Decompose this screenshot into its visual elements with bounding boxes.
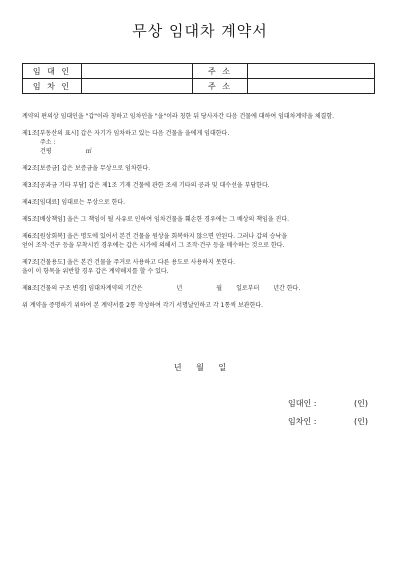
- lessee-name-field[interactable]: [82, 79, 193, 94]
- article-8-month: 월: [216, 285, 223, 292]
- article-7-line-1: 제7조[건물용도] 을은 본건 건물을 주거로 사용하고 다른 용도로 사용하지 못한다.: [22, 259, 236, 266]
- parties-table: [22, 63, 375, 94]
- article-4: 제4조[임대료] 임대료는 무상으로 한다.: [22, 199, 126, 206]
- article-7-line-2: 을이 이 항목을 위반할 경우 갑은 계약해지를 할 수 있다.: [22, 268, 169, 275]
- lessor-seal: (인): [354, 399, 368, 408]
- intro-paragraph: 계약의 편의상 임대인을 "갑"이라 칭하고 임차인을 "을"이라 칭한 뒤 당사자간 다음 건물에 대하여 임대차계약을 체결함.: [22, 113, 335, 120]
- article-8-end: 년간 한다.: [273, 285, 301, 292]
- article-1-address-label: 주소 :: [40, 139, 56, 146]
- lessor-label: 임 대 인: [23, 64, 82, 79]
- document-title: 무상 임대차 계약서: [132, 22, 268, 40]
- article-1: [22, 129, 376, 156]
- article-8-prefix: 제8조[건물의 구조 변경] 임대차계약의 기간은: [22, 285, 143, 292]
- article-8-suffix: 일로부터: [236, 285, 260, 292]
- lessee-row: [23, 79, 375, 94]
- date-month: 월: [196, 363, 204, 372]
- article-2: 제2조[보증금] 갑은 보증금을 무상으로 임차한다.: [22, 165, 151, 172]
- contract-body: [22, 112, 376, 318]
- lessor-address-field[interactable]: [248, 64, 375, 79]
- lessee-address-field[interactable]: [248, 79, 375, 94]
- lessee-signature: [288, 416, 378, 427]
- article-8-year: 년: [176, 285, 183, 292]
- lessor-address-label: 주 소: [193, 64, 248, 79]
- lessee-address-label: 주 소: [193, 79, 248, 94]
- date-year: 년: [173, 363, 182, 372]
- lessor-row: [23, 64, 375, 79]
- article-6-line-1: 제6조[원상회복] 을은 명도에 있어서 본건 건물을 원상을 회복하지 않으면 안된다. 그러나 갑의 승낙을: [22, 233, 288, 240]
- article-1-area: [22, 147, 376, 156]
- article-1-text: 제1조[부동산의 표시] 갑은 자기가 임차하고 있는 다음 건물을 을에게 임대한다.: [22, 130, 230, 137]
- lessee-label: 임 차 인: [23, 79, 82, 94]
- lessee-signature-label: 임차인 :: [288, 417, 317, 426]
- article-6-line-2: 얻어 조작·건구 등을 부착시킨 경우에는 갑은 시가에 의해서 그 조작·건구 등을 매수하는 것으로 한다.: [22, 242, 285, 249]
- article-1-area-unit: ㎡: [85, 148, 92, 155]
- article-3: 제3조[공과금 기타 부담] 갑은 제1조 기재 건물에 관한 조세 기타의 공과 및 대수선을 부담한다.: [22, 182, 270, 189]
- lessee-seal: (인): [354, 417, 368, 426]
- contract-date: [0, 362, 400, 373]
- article-8: [22, 284, 376, 293]
- article-5: 제5조[배상책임] 을은 그 책임이 될 사유로 인하여 임차건물을 훼손한 경우에는 그 배상의 책임을 진다.: [22, 216, 290, 223]
- article-7: [22, 258, 376, 276]
- lessor-name-field[interactable]: [82, 64, 193, 79]
- closing-paragraph: 위 계약을 증명하기 위하여 본 계약서를 2통 작성하여 각기 서명날인하고 각 1통씩 보관한다.: [22, 302, 264, 309]
- date-day: 일: [218, 363, 227, 372]
- article-6: [22, 232, 376, 250]
- article-1-area-label: 건평: [40, 148, 52, 155]
- lessor-signature-label: 임대인 :: [288, 399, 317, 408]
- lessor-signature: [288, 398, 378, 409]
